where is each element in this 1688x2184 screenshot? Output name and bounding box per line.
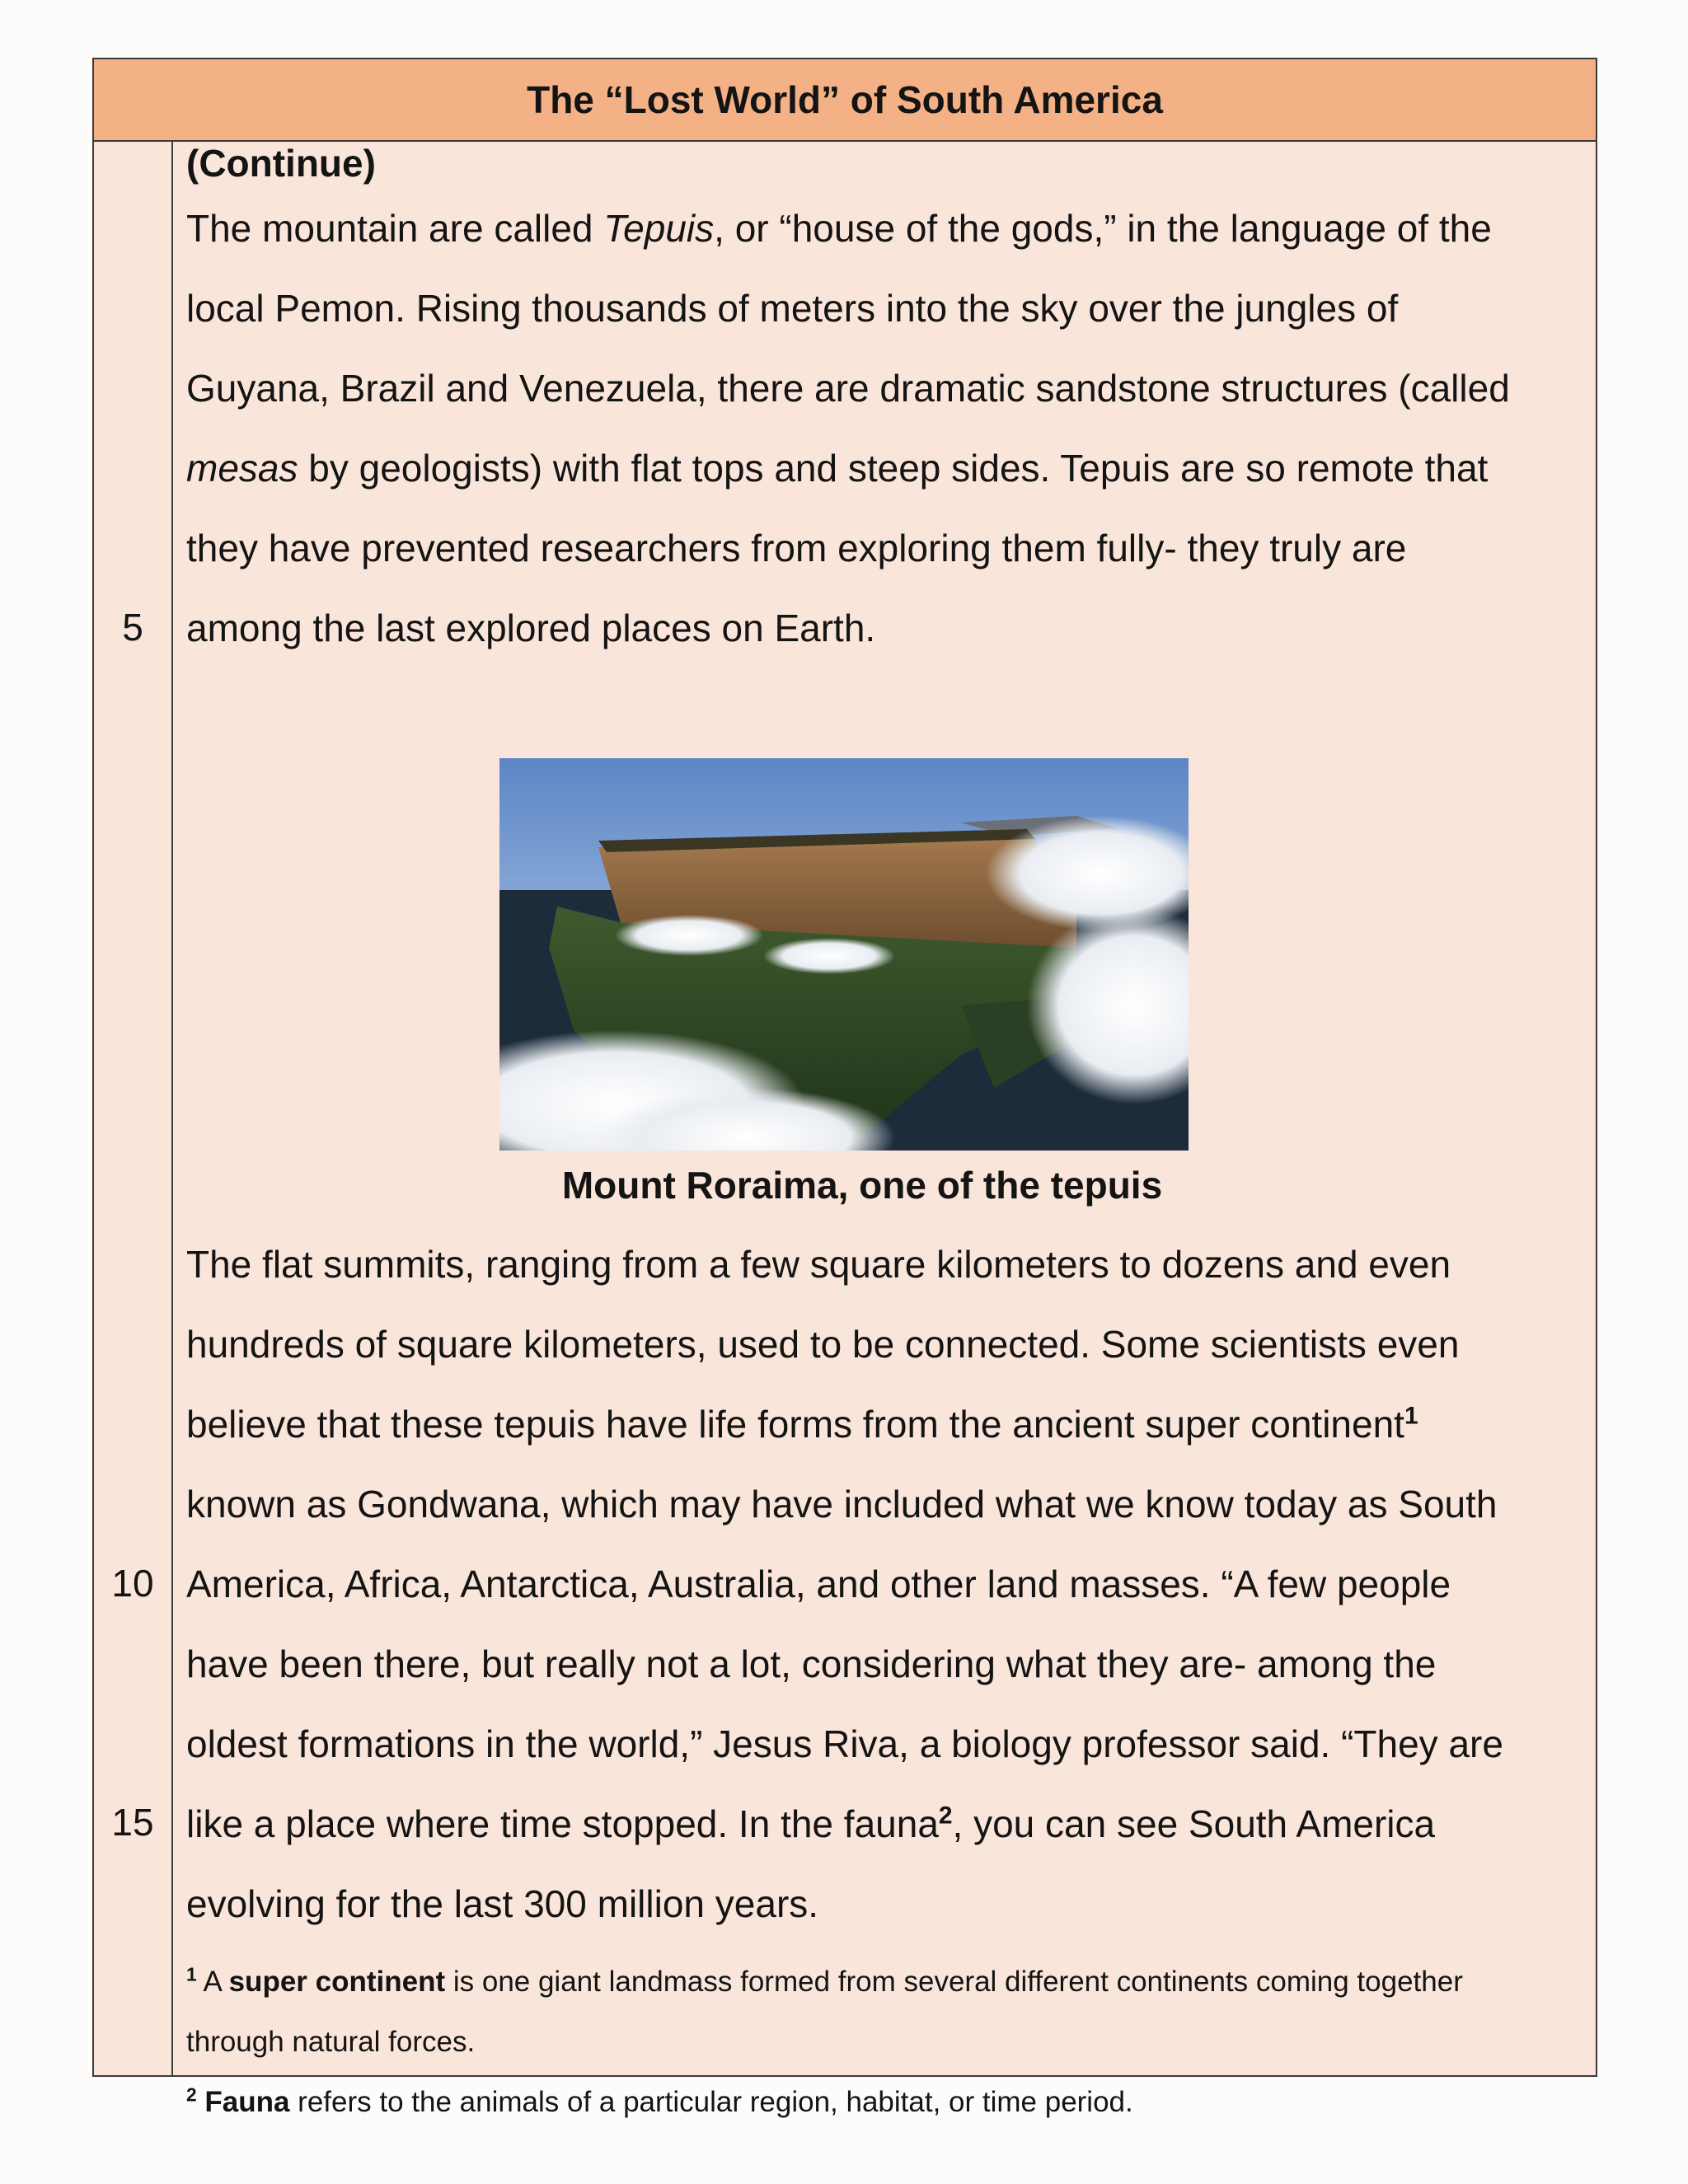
paragraph-2-line-1: The flat summits, ranging from a few square kilometers to dozens and even (186, 1243, 1451, 1286)
paragraph-1-line-1 (186, 189, 1579, 269)
paragraph-2-line-9: evolving for the last 300 million years. (186, 1882, 819, 1925)
page-title: The “Lost World” of South America (94, 59, 1596, 142)
footnote-1-line-2: through natural forces. (186, 2026, 476, 2058)
text-run: like a place where time stopped. In the fauna (186, 1802, 939, 1845)
paragraph-1-line-2: local Pemon. Rising thousands of meters into the sky over the jungles of (186, 287, 1399, 330)
text-run: A (196, 1966, 229, 1998)
line-number-5: 5 (122, 606, 143, 649)
paragraph-1-line-4 (186, 429, 1579, 509)
text-run: by geologists) with flat tops and steep sides. Tepuis are so remote that (298, 447, 1489, 490)
italic-term-mesas: mesas (186, 447, 298, 490)
tepui-illustration (499, 758, 1189, 1151)
text-run: is one giant landmass formed from several different continents coming together (445, 1966, 1463, 1998)
paragraph-1-line-3: Guyana, Brazil and Venezuela, there are dramatic sandstone structures (called (186, 367, 1510, 410)
text-run: , or “house of the gods,” in the language of the (714, 207, 1492, 250)
footnote-1-line-1 (186, 1952, 1579, 2012)
continue-label: (Continue) (186, 142, 376, 185)
text-run: refers to the animals of a particular region, habitat, or time period. (289, 2086, 1133, 2118)
paragraph-2-line-4: known as Gondwana, which may have included what we know today as South (186, 1483, 1498, 1526)
footnote-term: super continent (228, 1966, 446, 1998)
paragraph-1-line-6: among the last explored places on Earth. (186, 607, 876, 649)
text-run: , you can see South America (952, 1802, 1436, 1845)
line-number-15: 15 (111, 1801, 154, 1844)
footnote-mark-1: 1 (186, 1963, 197, 1985)
paragraph-2-line-3 (186, 1385, 1579, 1465)
line-number-gutter (94, 140, 173, 2075)
line-number-10: 10 (111, 1562, 154, 1605)
paragraph-2-line-6: have been there, but really not a lot, considering what they are- among the (186, 1643, 1437, 1685)
footnote-2 (186, 2072, 1579, 2132)
document-table (92, 58, 1597, 2118)
footnote-ref-1: 1 (1404, 1402, 1418, 1430)
italic-term-tepuis: Tepuis (603, 207, 715, 250)
paragraph-2-line-8 (186, 1784, 1579, 1864)
footnote-ref-2: 2 (938, 1802, 953, 1830)
paragraph-2-line-2: hundreds of square kilometers, used to be connected. Some scientists even (186, 1323, 1460, 1366)
footnote-mark-2: 2 (186, 2083, 197, 2106)
text-run: The mountain are called (186, 207, 604, 250)
footnote-term: Fauna (196, 2086, 290, 2118)
mount-roraima-photo (499, 758, 1189, 1151)
figure-caption: Mount Roraima, one of the tepuis (561, 1164, 1163, 1207)
text-run: believe that these tepuis have life forms from the ancient super continent (186, 1403, 1404, 1446)
passage-body (186, 140, 1579, 2118)
paragraph-2-line-5: America, Africa, Antarctica, Australia, and other land masses. “A few people (186, 1563, 1451, 1605)
paragraph-2-line-7: oldest formations in the world,” Jesus Riva, a biology professor said. “They are (186, 1722, 1503, 1765)
paragraph-1-line-5: they have prevented researchers from exploring them fully- they truly are (186, 527, 1407, 569)
